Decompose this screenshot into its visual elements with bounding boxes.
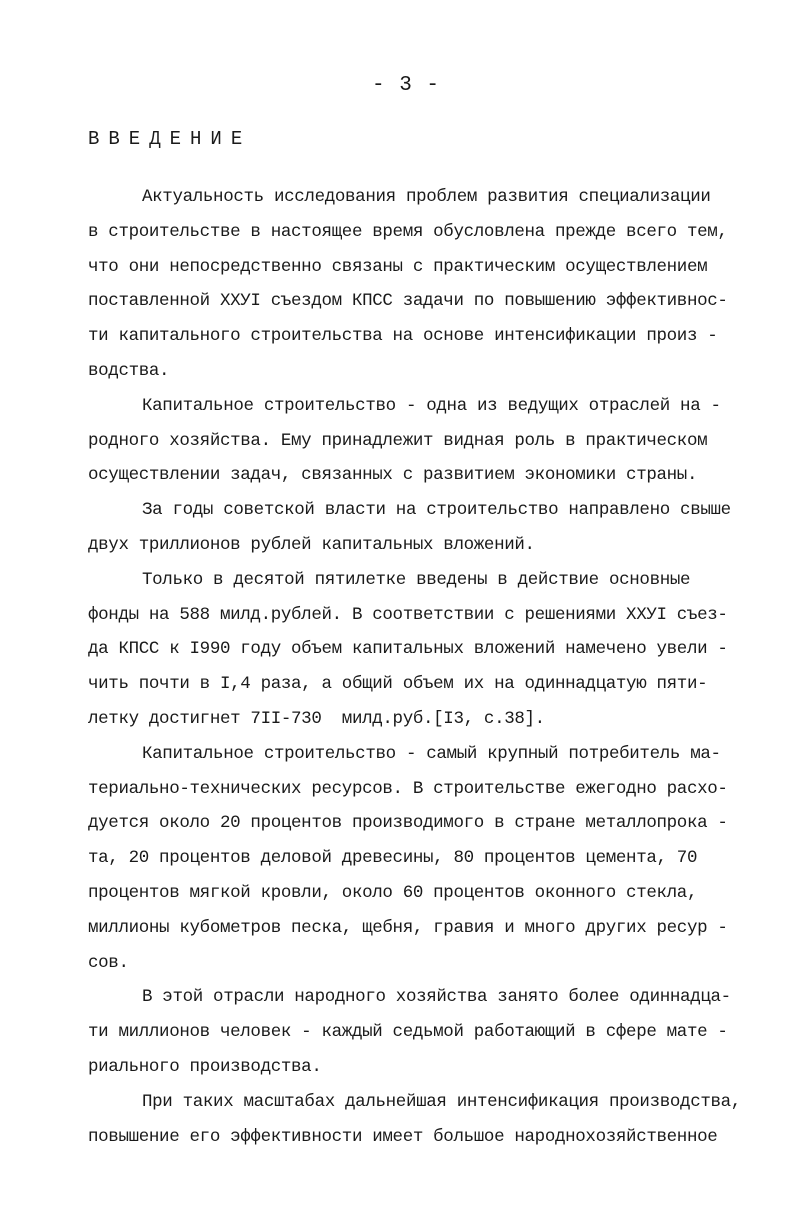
text-line: Актуальность исследования проблем развития специализации	[142, 187, 711, 207]
text-line: За годы советской власти на строительство направлено свыше	[142, 500, 731, 521]
text-line: териально-технических ресурсов. В строительстве ежегодно расхо-	[88, 778, 728, 799]
paragraph	[88, 1085, 768, 1155]
text-line: осуществлении задач, связанных с развитием экономики страны.	[88, 465, 698, 486]
text-line: В этой отрасли народного хозяйства занято более одиннадца-	[142, 987, 731, 1008]
text-line: двух триллионов рублей капитальных вложений.	[88, 534, 535, 555]
text-line: чить почти в I,4 раза, а общий объем их на одиннадцатую пяти-	[88, 674, 708, 695]
text-line: Только в десятой пятилетке введены в действие основные	[142, 569, 691, 590]
page-number: - 3 -	[372, 74, 441, 97]
text-line: та, 20 процентов деловой древесины, 80 процентов цемента, 70	[88, 848, 698, 869]
text-line: в строительстве в настоящее время обусловлена прежде всего тем,	[88, 221, 728, 242]
body-text	[88, 180, 768, 1154]
text-line: Капитальное строительство - одна из ведущих отраслей на -	[142, 395, 721, 416]
text-line: ти капитального строительства на основе интенсификации произ -	[88, 326, 718, 347]
text-line: фонды на 588 милд.рублей. В соответствии с решениями XXУI съез-	[88, 604, 728, 625]
text-line: поставленной XXУI съездом КПСС задачи по повышению эффективнос-	[88, 291, 728, 312]
text-line: что они непосредственно связаны с практическим осуществлением	[88, 256, 708, 277]
text-line: ти миллионов человек - каждый седьмой работающий в сфере мате -	[88, 1022, 728, 1043]
text-line: да КПСС к I990 году объем капитальных вложений намечено увели -	[88, 639, 728, 660]
text-line: водства.	[88, 360, 170, 381]
text-line: процентов мягкой кровли, около 60 процентов оконного стекла,	[88, 882, 698, 903]
text-line: дуется около 20 процентов производимого в стране металлопрока -	[88, 813, 728, 834]
text-line: Капитальное строительство - самый крупный потребитель ма-	[142, 743, 721, 764]
text-line: повышение его эффективности имеет большое народнохозяйственное	[88, 1126, 718, 1147]
paragraph	[88, 980, 768, 1084]
paragraph	[88, 493, 768, 563]
text-line: сов.	[88, 952, 129, 973]
text-line: летку достигнет 7II-730 милд.руб.[I3, с.38].	[88, 708, 545, 729]
paragraph	[88, 389, 768, 493]
section-heading: ВВЕДЕНИЕ	[88, 128, 252, 150]
paragraph	[88, 180, 768, 389]
paragraph	[88, 737, 768, 981]
text-line: миллионы кубометров песка, щебня, гравия и много других ресур -	[88, 917, 728, 938]
text-line: родного хозяйства. Ему принадлежит видная роль в практическом	[88, 430, 708, 451]
paragraph	[88, 563, 768, 737]
text-line: При таких масштабах дальнейшая интенсификация производства,	[142, 1091, 741, 1112]
text-line: риального производства.	[88, 1056, 322, 1077]
